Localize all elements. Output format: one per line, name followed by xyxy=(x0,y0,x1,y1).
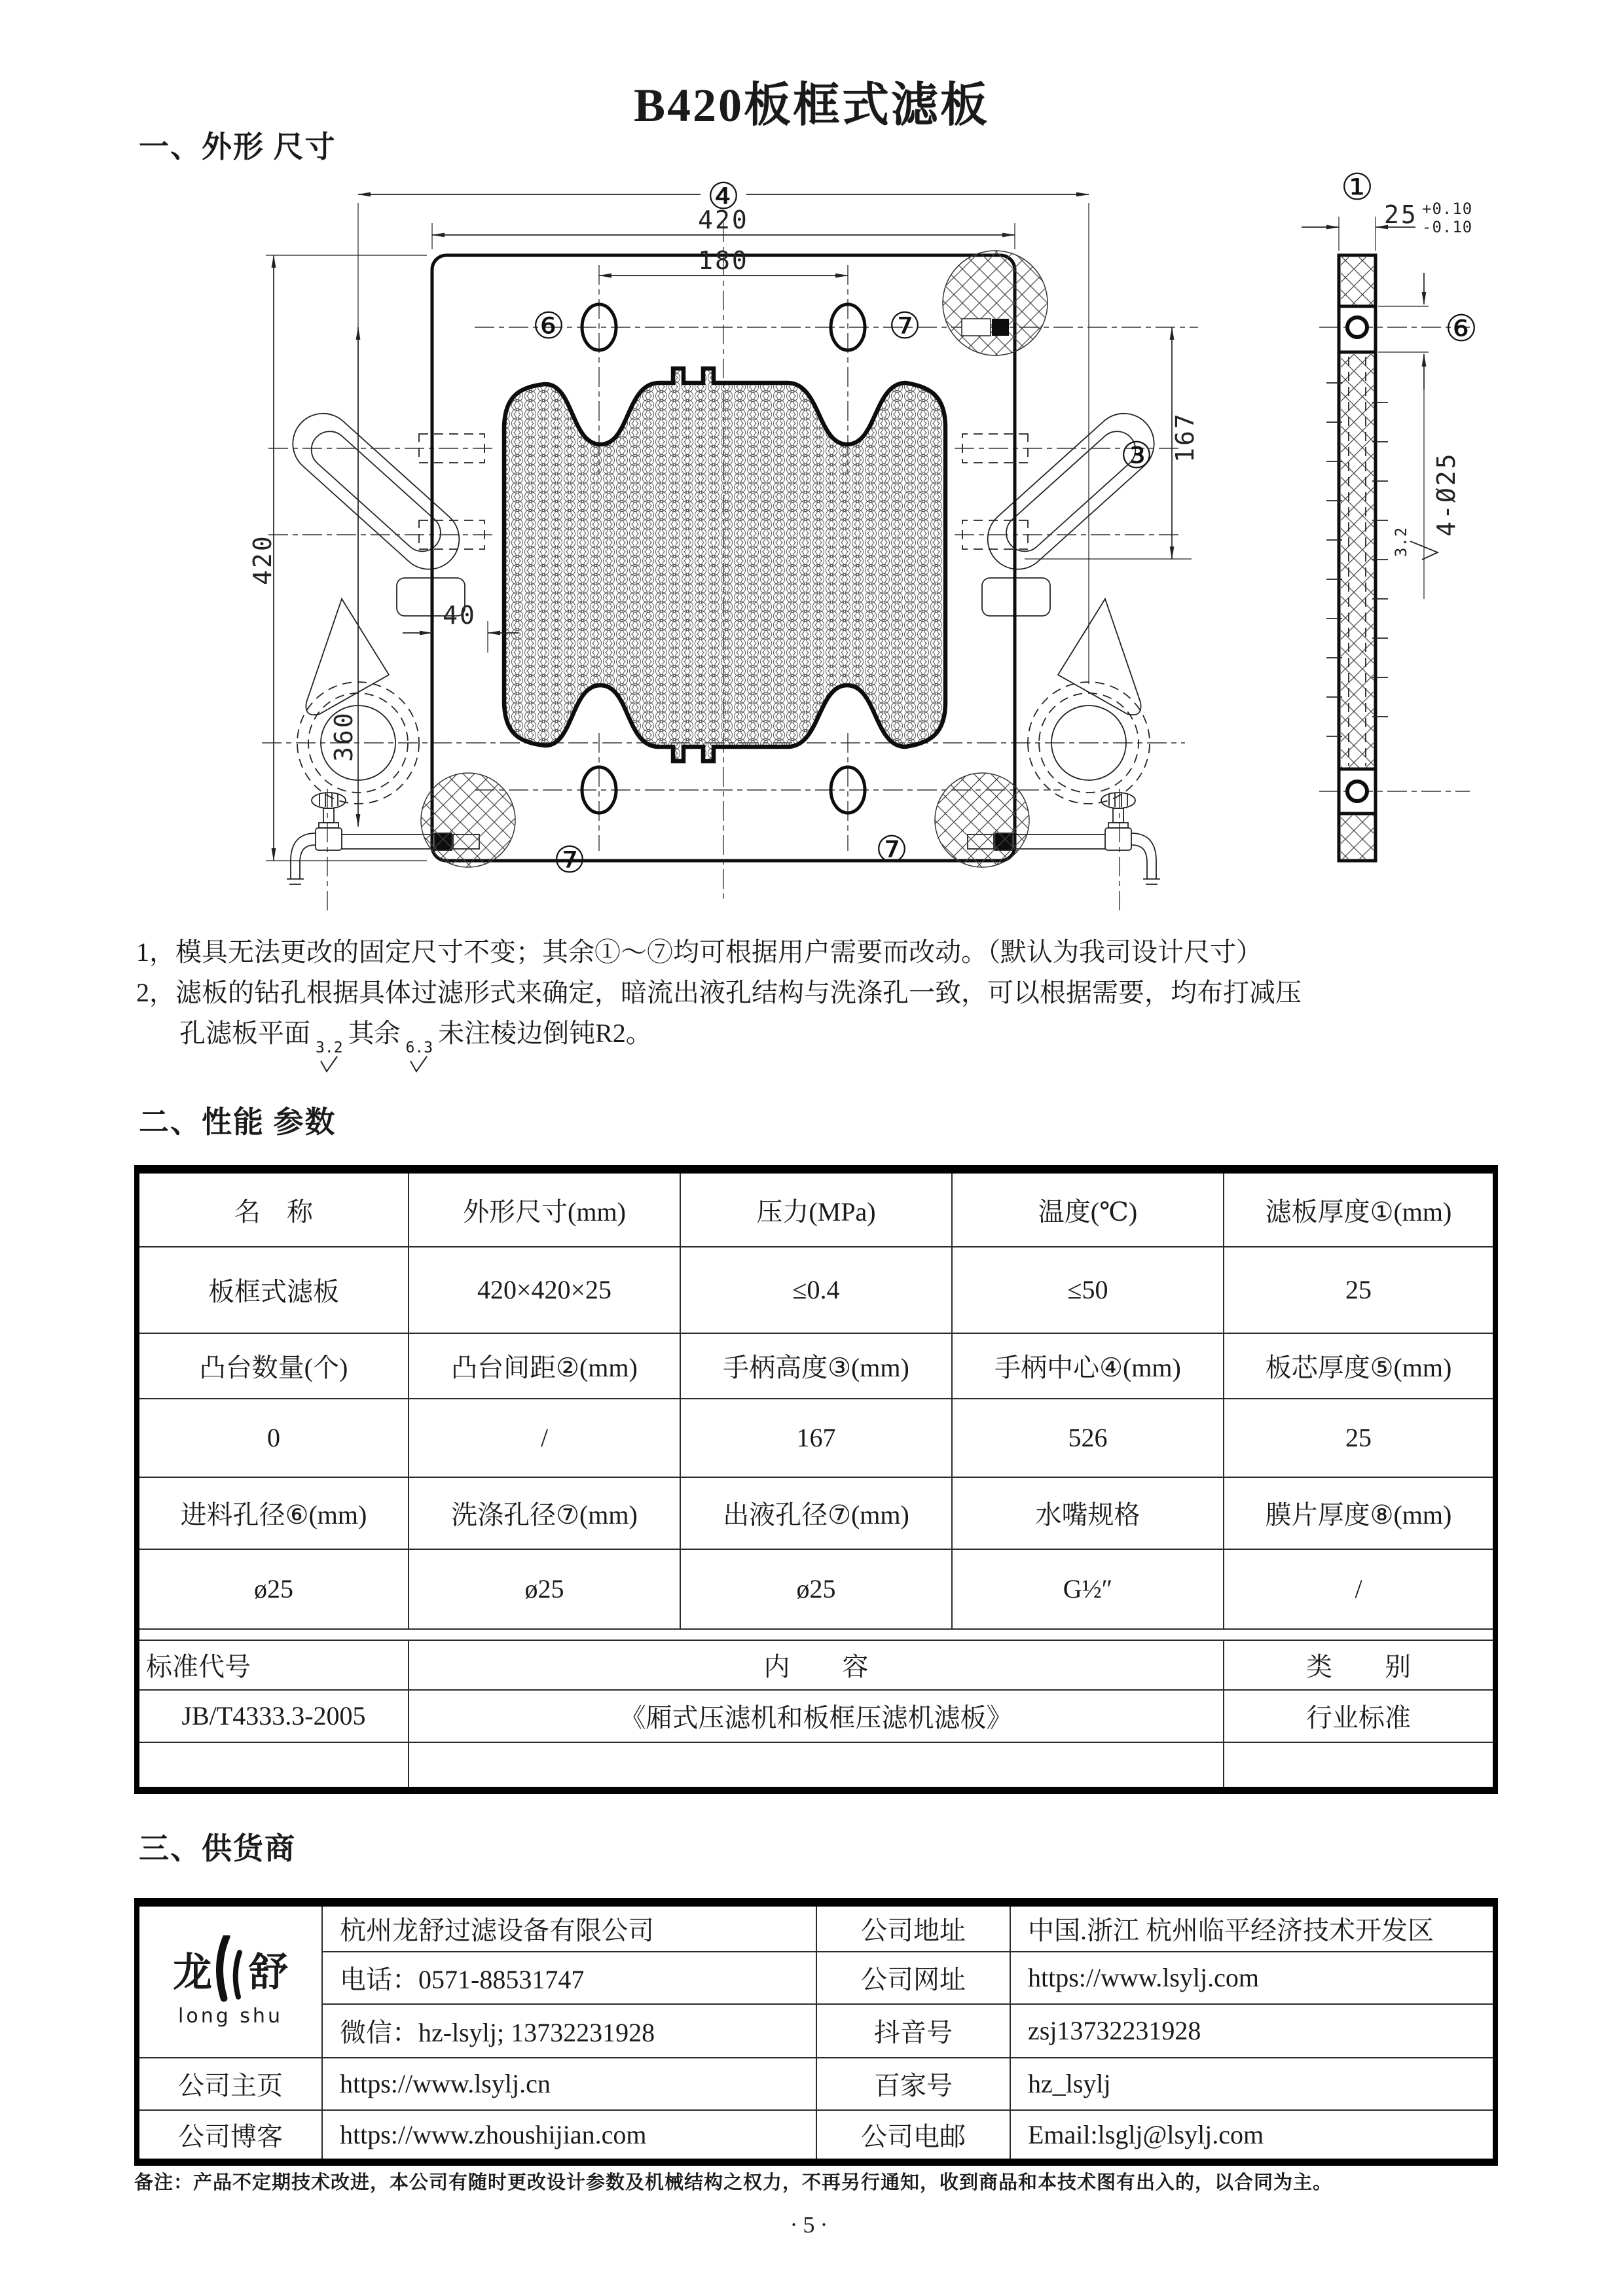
dim-1-balloon: ① xyxy=(1340,167,1374,209)
page-title: B420板框式滤板 xyxy=(633,79,990,132)
roughness-symbol-63: 6.3 xyxy=(406,1041,433,1073)
company-wechat: 微信：hz-lsylj; 13732231928 xyxy=(322,2004,816,2058)
note-line-3-text-b: 其余 xyxy=(348,1018,401,1048)
label-address: 公司地址 xyxy=(816,1903,1010,1952)
param-cell: ø25 xyxy=(680,1549,952,1629)
param-cell: 手柄中心④(mm) xyxy=(952,1333,1224,1399)
company-address: 中国.浙江 杭州临平经济技术开发区 xyxy=(1010,1903,1495,1952)
footer-note: 备注：产品不定期技术改进，本公司有随时更改设计参数及机械结构之权力，不再另行通知，收到商品和本技术图有出入的，以合同为主。 xyxy=(134,2172,1333,2193)
dim-420-top: 420 xyxy=(698,206,749,234)
note-line-1: 1，模具无法更改的固定尺寸不变；其余①～⑦均可根据用户需要而改动。（默认为我司设计尺寸） xyxy=(136,937,1262,967)
table-row-empty xyxy=(137,1742,1495,1791)
dim-25-tol-plus: +0.10 xyxy=(1422,200,1473,218)
logo-char-long: 龙 xyxy=(173,1951,212,1995)
table-row-spacer xyxy=(137,1629,1495,1640)
table-row xyxy=(137,1903,1495,1952)
label-email: 公司电邮 xyxy=(816,2110,1010,2162)
param-cell: 温度(℃) xyxy=(952,1170,1224,1247)
company-baijia: hz_lsylj xyxy=(1010,2058,1495,2110)
section-3-heading: 三、供货商 xyxy=(139,1832,296,1865)
supplier-logo-cell xyxy=(137,1903,322,2058)
front-view xyxy=(421,251,1048,882)
label-baijia: 百家号 xyxy=(816,2058,1010,2110)
company-blog: https://www.zhoushijian.com xyxy=(322,2110,816,2162)
param-cell: 进料孔径⑥(mm) xyxy=(137,1477,409,1549)
table-row xyxy=(137,2110,1495,2162)
spacer-cell xyxy=(137,1629,1495,1640)
param-cell: 凸台数量(个) xyxy=(137,1333,409,1399)
std-category-header: 类 别 xyxy=(1224,1640,1495,1690)
table-row xyxy=(137,1477,1495,1549)
param-cell: 526 xyxy=(952,1399,1224,1477)
param-cell: 膜片厚度⑧(mm) xyxy=(1224,1477,1495,1549)
company-name: 杭州龙舒过滤设备有限公司 xyxy=(322,1903,816,1952)
logo-swoosh-icon xyxy=(216,1935,245,2003)
param-cell: 凸台间距②(mm) xyxy=(409,1333,680,1399)
table-row xyxy=(137,2004,1495,2058)
dim-180: 180 xyxy=(698,246,749,275)
param-cell: 167 xyxy=(680,1399,952,1477)
note-line-3 xyxy=(136,1013,1524,1073)
param-cell: 名 称 xyxy=(137,1170,409,1247)
table-row xyxy=(137,1952,1495,2004)
param-cell: G½″ xyxy=(952,1549,1224,1629)
param-cell: / xyxy=(1224,1549,1495,1629)
balloon-6-side: ⑥ xyxy=(1444,308,1478,350)
company-homepage: https://www.lsylj.cn xyxy=(322,2058,816,2110)
param-cell: 420×420×25 xyxy=(409,1247,680,1333)
parameter-table xyxy=(134,1165,1498,1794)
dim-40: 40 xyxy=(443,601,477,630)
drawing-notes xyxy=(136,932,1524,1073)
std-category-value: 行业标准 xyxy=(1224,1690,1495,1742)
table-row xyxy=(137,1247,1495,1333)
param-cell: 25 xyxy=(1224,1399,1495,1477)
empty-cell xyxy=(1224,1742,1495,1791)
roughness-mark xyxy=(1392,527,1438,560)
std-code-header: 标准代号 xyxy=(137,1640,409,1690)
dim-25: 25 xyxy=(1384,200,1418,229)
empty-cell xyxy=(137,1742,409,1791)
balloon-7-bottom-right: ⑦ xyxy=(875,829,909,871)
param-cell: 0 xyxy=(137,1399,409,1477)
label-blog: 公司博客 xyxy=(137,2110,322,2162)
company-phone: 电话：0571-88531747 xyxy=(322,1952,816,2004)
std-code-value: JB/T4333.3-2005 xyxy=(137,1690,409,1742)
param-cell: ≤0.4 xyxy=(680,1247,952,1333)
table-row xyxy=(137,1690,1495,1742)
param-cell: 25 xyxy=(1224,1247,1495,1333)
param-cell: 压力(MPa) xyxy=(680,1170,952,1247)
company-email: Email:lsglj@lsylj.com xyxy=(1010,2110,1495,2162)
logo xyxy=(143,1935,318,2028)
side-view xyxy=(1326,255,1438,861)
dim-420-left: 420 xyxy=(248,534,277,585)
table-row xyxy=(137,1549,1495,1629)
note-line-2: 2，滤板的钻孔根据具体过滤形式来确定，暗流出液孔结构与洗涤孔一致，可以根据需要，均布打减压 xyxy=(136,978,1302,1007)
table-row xyxy=(137,1640,1495,1690)
dim-167: 167 xyxy=(1171,412,1199,463)
balloon-6: ⑥ xyxy=(532,305,566,348)
company-website: https://www.lsylj.com xyxy=(1010,1952,1495,2004)
roughness-symbol-32: 3.2 xyxy=(316,1041,343,1073)
label-homepage: 公司主页 xyxy=(137,2058,322,2110)
dim-4-balloon: ④ xyxy=(706,175,740,218)
param-cell: ø25 xyxy=(137,1549,409,1629)
dim-25-tol-minus: -0.10 xyxy=(1422,218,1473,236)
table-row xyxy=(137,2058,1495,2110)
section-2-heading: 二、性能 参数 xyxy=(139,1105,337,1139)
param-cell: 外形尺寸(mm) xyxy=(409,1170,680,1247)
param-cell: 板芯厚度⑤(mm) xyxy=(1224,1333,1495,1399)
std-content-header: 内 容 xyxy=(409,1640,1224,1690)
std-content-value: 《厢式压滤机和板框压滤机滤板》 xyxy=(409,1690,1224,1742)
page-number: ·5· xyxy=(790,2212,833,2238)
param-cell: ≤50 xyxy=(952,1247,1224,1333)
dim-3-balloon: ③ xyxy=(1120,435,1154,477)
param-cell: 水嘴规格 xyxy=(952,1477,1224,1549)
table-row xyxy=(137,1170,1495,1247)
param-cell: 滤板厚度①(mm) xyxy=(1224,1170,1495,1247)
note-line-3-text-c: 未注棱边倒钝R2。 xyxy=(438,1018,652,1048)
svg-text:3.2: 3.2 xyxy=(1392,526,1410,557)
table-row xyxy=(137,1333,1495,1399)
param-cell: ø25 xyxy=(409,1549,680,1629)
faucet-left xyxy=(287,793,346,884)
dim-360: 360 xyxy=(329,711,358,762)
logo-pinyin: long shu xyxy=(178,2005,283,2028)
param-cell: 板框式滤板 xyxy=(137,1247,409,1333)
company-douyin: zsj13732231928 xyxy=(1010,2004,1495,2058)
balloon-7-top: ⑦ xyxy=(888,305,922,348)
note-line-3-text-a: 孔滤板平面 xyxy=(179,1018,310,1048)
balloon-7-bottom-left: ⑦ xyxy=(553,839,587,882)
param-cell: / xyxy=(409,1399,680,1477)
param-cell: 手柄高度③(mm) xyxy=(680,1333,952,1399)
section-1-heading: 一、外形 尺寸 xyxy=(139,130,337,164)
label-douyin: 抖音号 xyxy=(816,2004,1010,2058)
logo-char-shu: 舒 xyxy=(249,1951,288,1995)
supplier-table xyxy=(134,1898,1498,2166)
param-cell: 洗涤孔径⑦(mm) xyxy=(409,1477,680,1549)
empty-cell xyxy=(409,1742,1224,1791)
label-website: 公司网址 xyxy=(816,1952,1010,2004)
param-cell: 出液孔径⑦(mm) xyxy=(680,1477,952,1549)
dim-4xd25: 4-Ø25 xyxy=(1432,452,1461,537)
technical-drawing xyxy=(111,167,1512,923)
table-row xyxy=(137,1399,1495,1477)
